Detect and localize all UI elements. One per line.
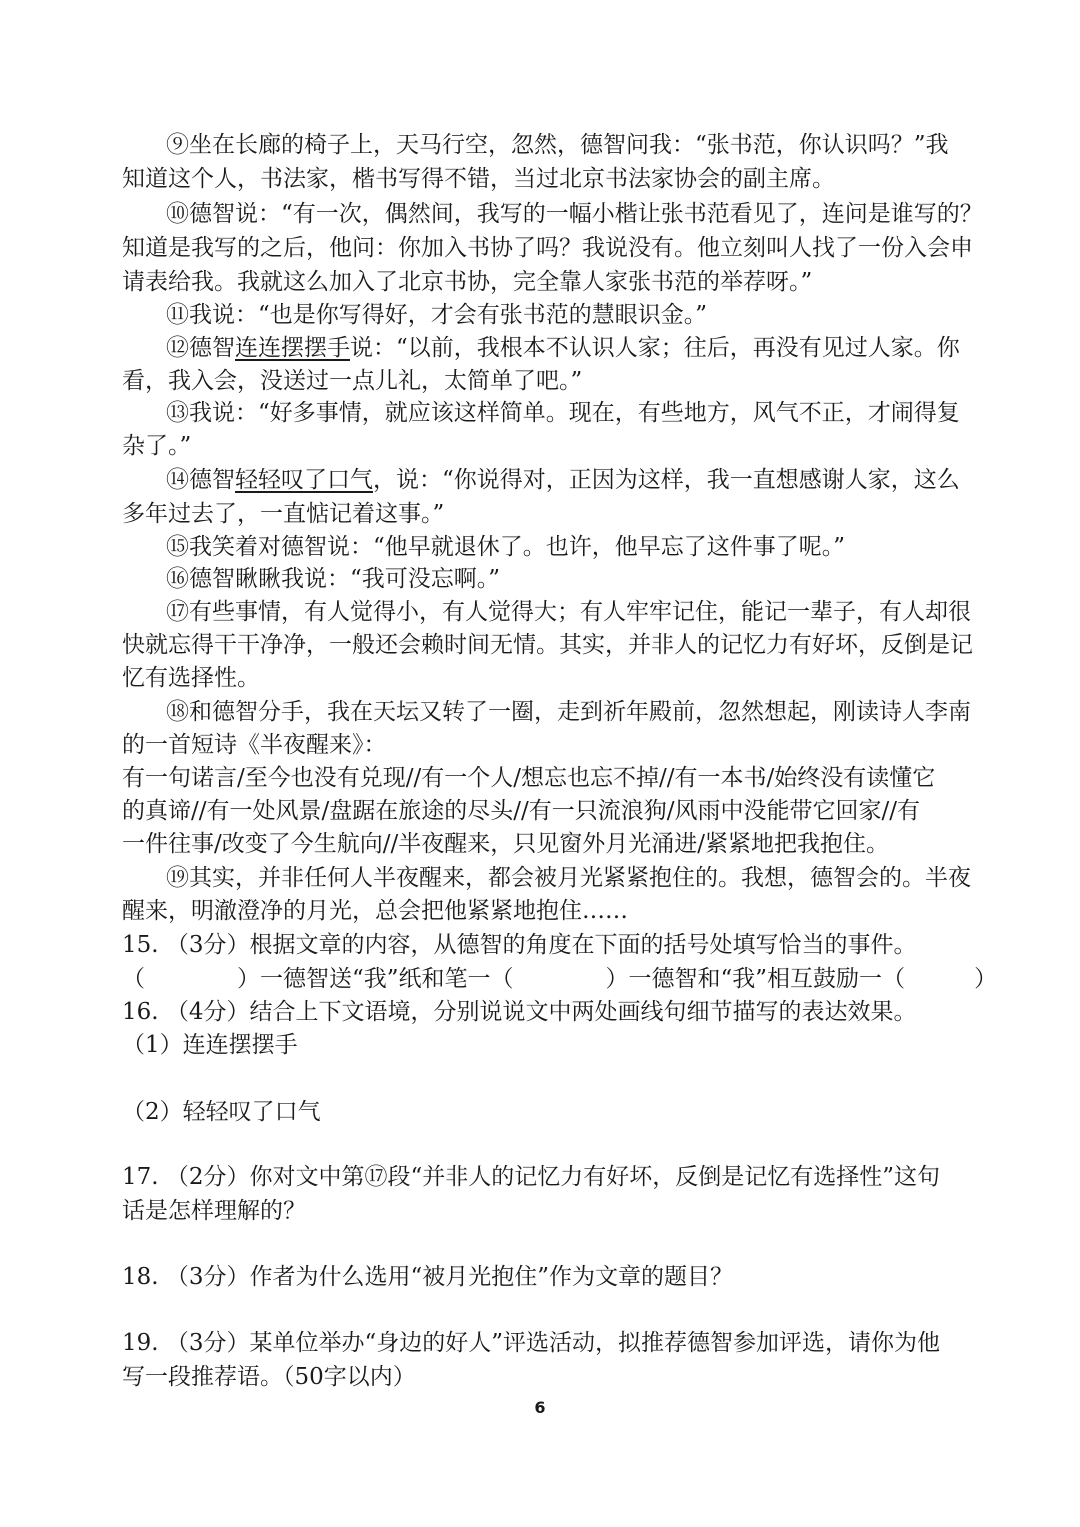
question-15-blank-3[interactable]: （ ） — [882, 966, 998, 992]
paragraph-12-text-a: ⑫德智 — [166, 335, 235, 361]
underlined-phrase-1: 连连摆摆手 — [235, 335, 350, 361]
paragraph-13-line-1: ⑬我说：“好多事情，就应该这样简单。现在，有些地方，风气不正，才闹得复 — [166, 400, 960, 426]
paragraph-18-line-2: 的一首短诗《半夜醒来》： — [122, 732, 387, 758]
paragraph-12-line-2: 看，我入会，没送过一点儿礼，太简单了吧。” — [122, 368, 583, 394]
question-15-event-2: 一德智和“我”相互鼓励一 — [628, 966, 883, 992]
poem-line-2: 的真谛//有一处风景/盘踞在旅途的尽头//有一只流浪狗/风雨中没能带它回家//有 — [122, 798, 920, 824]
paragraph-17-line-1: ⑰有些事情，有人觉得小，有人觉得大；有人牢牢记住，能记一辈子，有人却很 — [166, 599, 971, 625]
paragraph-9-line-2: 知道这个人，书法家，楷书写得不错，当过北京书法家协会的副主席。 — [122, 166, 835, 192]
page-number: 6 — [534, 1398, 546, 1417]
question-17-line-2: 话是怎样理解的？ — [122, 1198, 306, 1224]
paragraph-14-line-1 — [166, 463, 962, 497]
question-19-line-2: 写一段推荐语。（50字以内） — [122, 1364, 416, 1390]
underlined-phrase-2: 轻轻叹了口气 — [235, 467, 373, 493]
poem-line-1: 有一句诺言/至今也没有兑现//有一个人/想忘也忘不掉//有一本书/始终没有读懂它 — [122, 765, 936, 791]
question-15-event-1: 一德智送“我”纸和笔一 — [260, 966, 491, 992]
paragraph-14-text-a: ⑭德智 — [166, 467, 235, 493]
paragraph-17-line-3: 忆有选择性。 — [122, 665, 260, 691]
paragraph-16-line-1: ⑯德智瞅瞅我说：“我可没忘啊。” — [166, 566, 501, 592]
paragraph-12-line-1 — [166, 331, 962, 365]
question-15-blanks — [122, 962, 998, 996]
question-17-line-1: 17. （2分）你对文中第⑰段“并非人的记忆力有好坏，反倒是记忆有选择性”这句 — [122, 1164, 941, 1190]
question-15-blank-1[interactable]: （ ） — [122, 966, 260, 992]
question-16-prompt: 16. （4分）结合上下文语境，分别说说文中两处画线句细节描写的表达效果。 — [122, 999, 917, 1025]
paragraph-15-line-1: ⑮我笑着对德智说：“他早就退休了。也许，他早忘了这件事了呢。” — [166, 534, 846, 560]
paragraph-13-line-2: 杂了。” — [122, 433, 192, 459]
question-16-sub-2: （2）轻轻叹了口气 — [122, 1099, 321, 1125]
paragraph-19-line-1: ⑲其实，并非任何人半夜醒来，都会被月光紧紧抱住的。我想，德智会的。半夜 — [166, 865, 971, 891]
paragraph-10-line-1: ⑩德智说：“有一次，偶然间，我写的一幅小楷让张书范看见了，连问是谁写的？ — [166, 201, 983, 227]
paragraph-17-line-2: 快就忘得干干净净，一般还会赖时间无情。其实，并非人的记忆力有好坏，反倒是记 — [122, 632, 973, 658]
paragraph-10-line-2: 知道是我写的之后，他问：你加入书协了吗？我说没有。他立刻叫人找了一份入会申 — [122, 235, 973, 261]
paragraph-9-line-1: ⑨坐在长廊的椅子上，天马行空，忽然，德智问我：“张书范，你认识吗？”我 — [166, 132, 949, 158]
paragraph-19-line-2: 醒来，明澈澄净的月光，总会把他紧紧地抱住…… — [122, 898, 628, 924]
paragraph-18-line-1: ⑱和德智分手，我在天坛又转了一圈，走到祈年殿前，忽然想起，刚读诗人李南 — [166, 699, 971, 725]
question-16-sub-1: （1）连连摆摆手 — [122, 1032, 298, 1058]
paragraph-12-text-b: 说：“以前，我根本不认识人家；往后，再没有见过人家。你 — [350, 335, 960, 361]
paragraph-11-line-1: ⑪我说：“也是你写得好，才会有张书范的慧眼识金。” — [166, 302, 708, 328]
question-15-prompt: 15. （3分）根据文章的内容，从德智的角度在下面的括号处填写恰当的事件。 — [122, 932, 917, 958]
question-15-blank-2[interactable]: （ ） — [490, 966, 629, 992]
question-19-line-1: 19. （3分）某单位举办“身边的好人”评选活动，拟推荐德智参加评选，请你为他 — [122, 1330, 941, 1356]
poem-line-3: 一件往事/改变了今生航向//半夜醒来，只见窗外月光涌进/紧紧地把我抱住。 — [122, 831, 889, 857]
paragraph-14-text-b: ，说：“你说得对，正因为这样，我一直想感谢人家，这么 — [373, 467, 960, 493]
paragraph-10-line-3: 请表给我。我就这么加入了北京书协，完全靠人家张书范的举荐呀。” — [122, 269, 813, 295]
paragraph-14-line-2: 多年过去了，一直惦记着这事。” — [122, 501, 445, 527]
question-18-prompt: 18. （3分）作者为什么选用“被月光抱住”作为文章的题目？ — [122, 1264, 734, 1290]
